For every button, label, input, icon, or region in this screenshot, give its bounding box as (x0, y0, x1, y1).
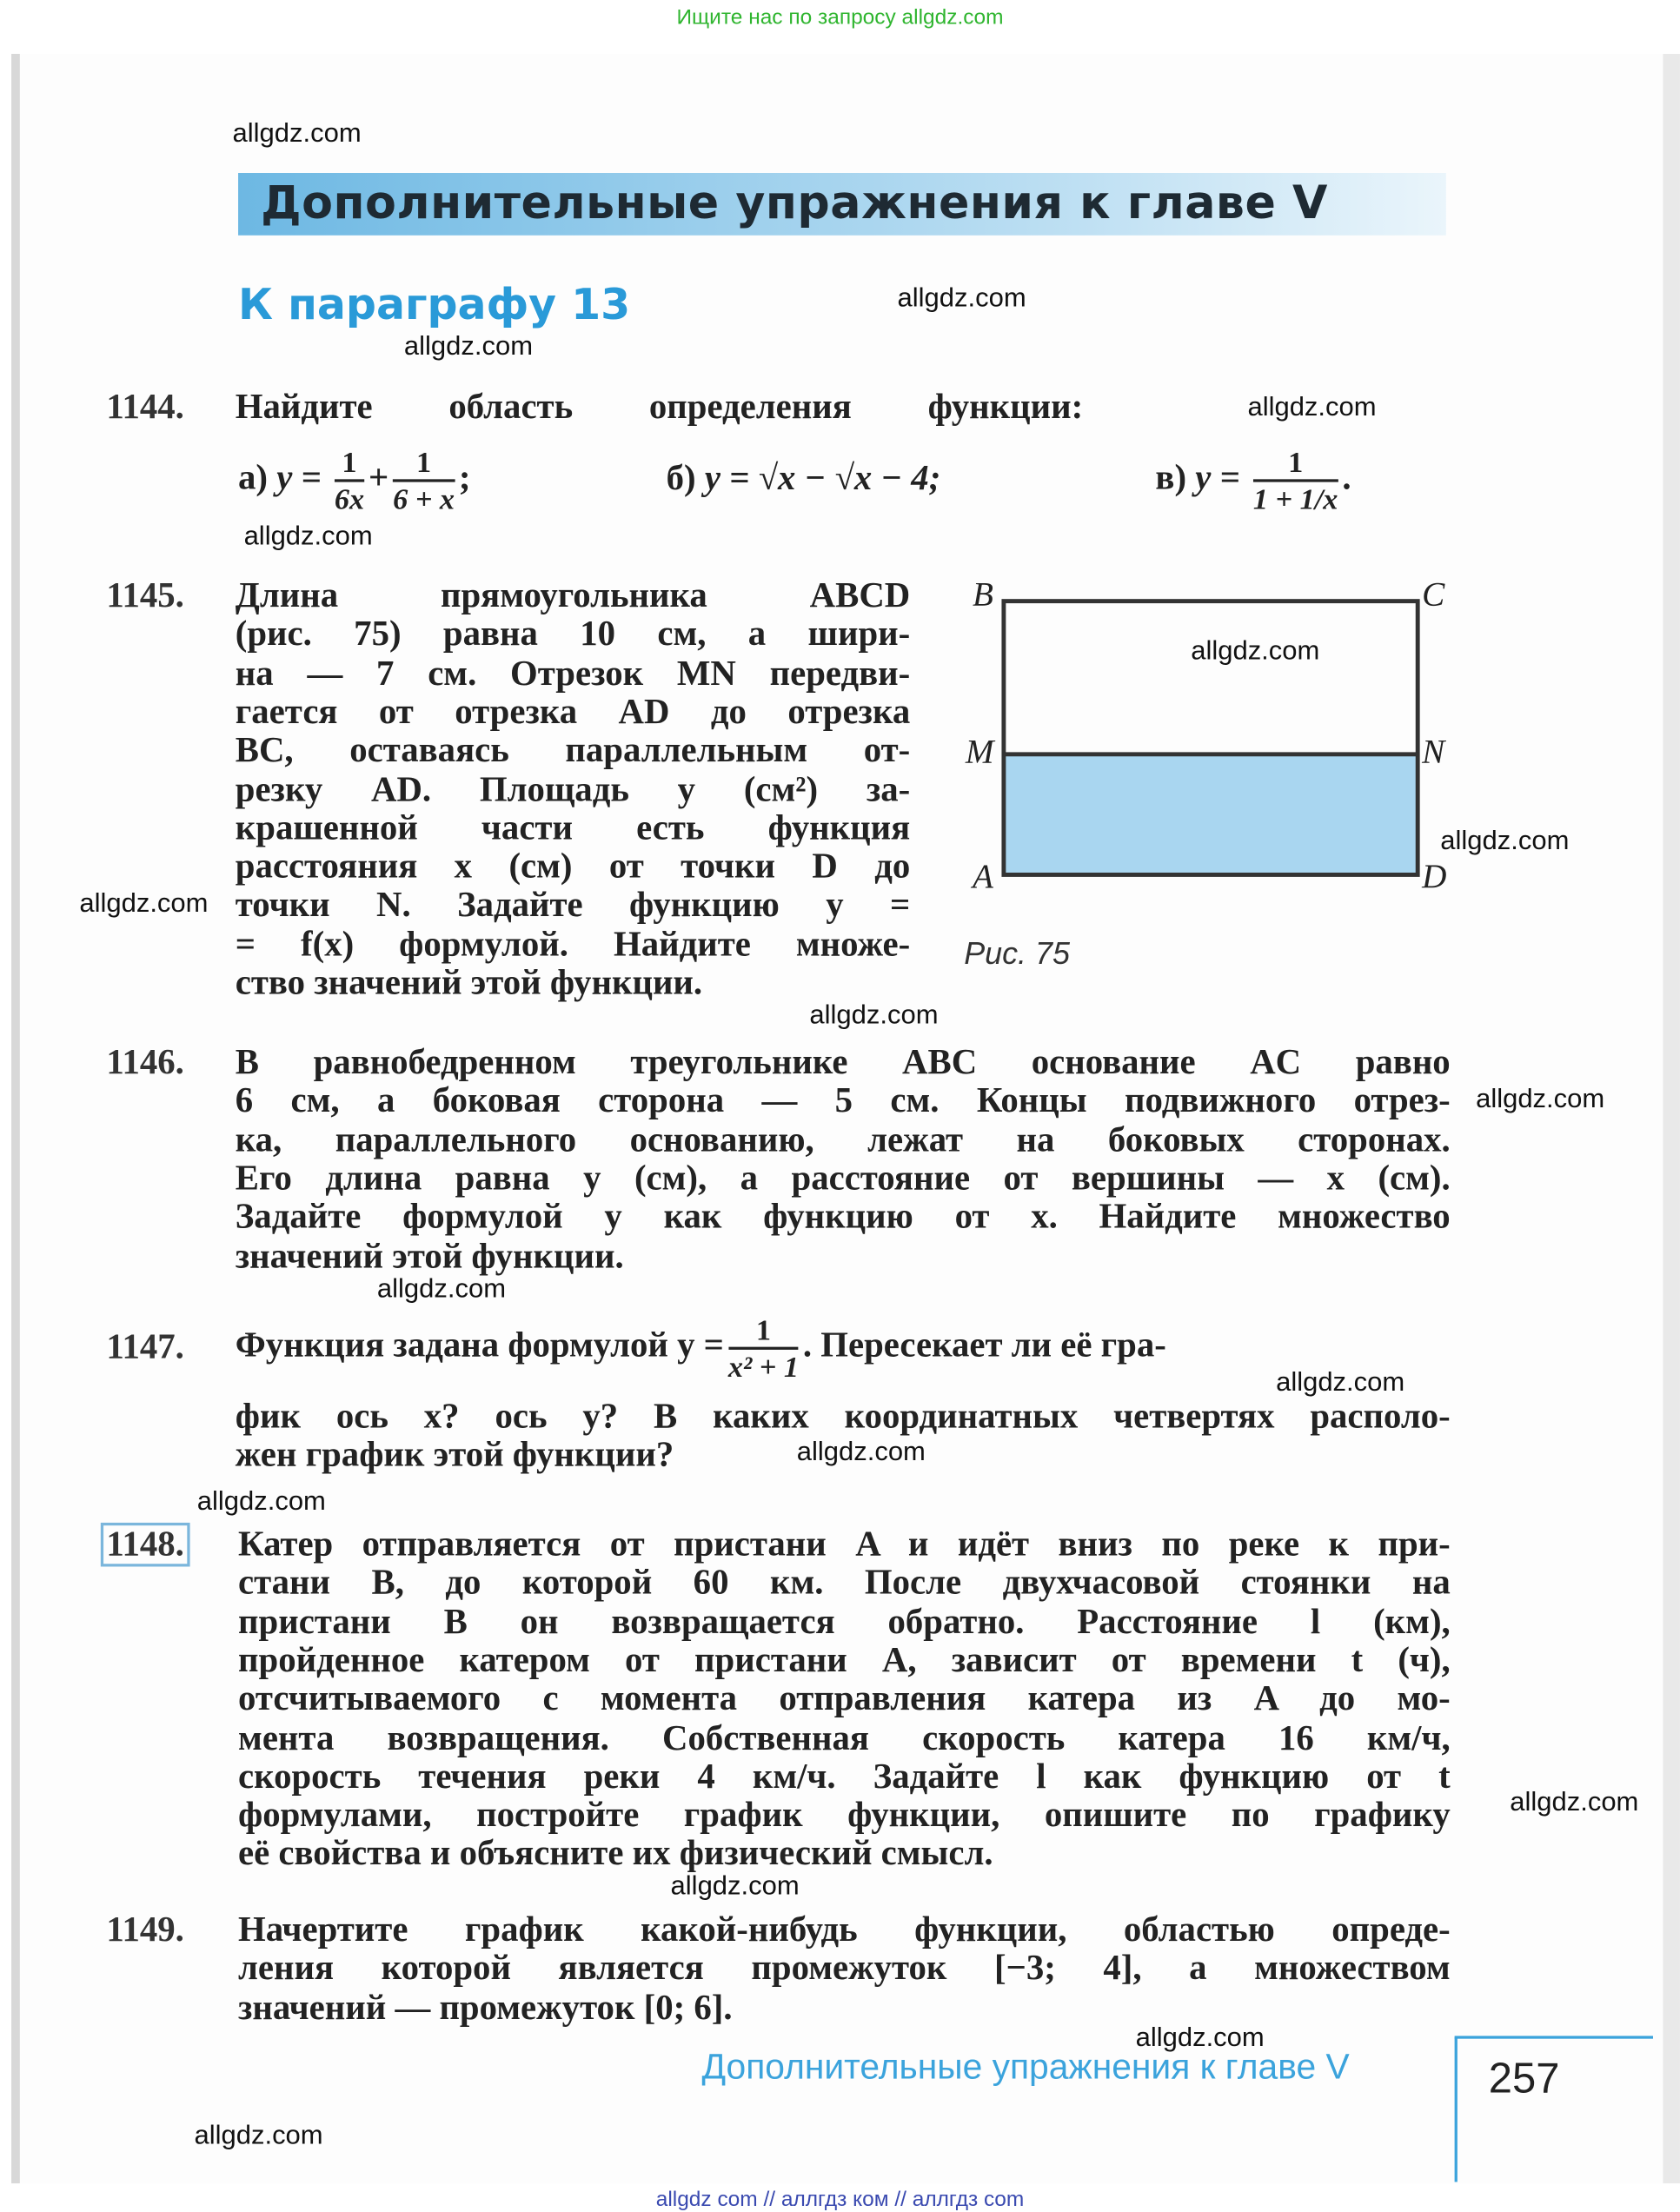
problem-text-line: гается от отрезка AD до отрезка (235, 693, 911, 732)
problem-number-1149: 1149. (106, 1910, 184, 1950)
problem-text-line: фик ось x? ось y? В каких координатных четвертях располо- (235, 1398, 1451, 1437)
problem-number-1148 (106, 1525, 189, 1565)
problem-text-line: расстояния x (см) от точки D до (235, 847, 911, 887)
problem-text-line: Задайте формулой y как функцию от x. Найдите множество (235, 1198, 1451, 1237)
problem-text-line: жен график этой функции? (235, 1436, 674, 1475)
watermark: allgdz.com (1191, 636, 1320, 667)
problem-text-line: = f(x) формулой. Найдите множе- (235, 926, 911, 965)
label-c: в) (1155, 459, 1187, 498)
problem-1147-line1 (236, 1312, 1451, 1384)
problem-number-1146: 1146. (106, 1043, 184, 1082)
watermark: allgdz.com (232, 119, 362, 149)
watermark: allgdz.com (1135, 2023, 1265, 2053)
formula-1144-b (667, 460, 941, 500)
problem-text-line: ство значений этой функции. (235, 964, 703, 1003)
problem-text-line: (рис. 75) равна 10 см, а шири- (235, 614, 911, 654)
problem-number-1144: 1144. (106, 388, 184, 427)
watermark: allgdz.com (796, 1438, 926, 1468)
problem-number-1145: 1145. (106, 576, 184, 615)
problem-text-line: пристани B он возвращается обратно. Расстояние l (км), (238, 1603, 1451, 1642)
label-m: M (965, 734, 994, 772)
fraction: $\frac{1}{6 + x}$ (393, 445, 455, 516)
watermark: allgdz.com (196, 1487, 326, 1518)
number-box: 1148. (101, 1523, 190, 1567)
problem-text-line: Длина прямоугольника ABCD (235, 576, 911, 615)
fraction: $\frac{1}{6x}$ (334, 445, 365, 516)
text: . Пересекает ли её гра- (802, 1326, 1166, 1365)
watermark: allgdz.com (1476, 1084, 1605, 1115)
problem-text-line: ления которой является промежуток [−3; 4], а множеством (238, 1949, 1451, 1988)
problem-text-line: скорость течения реки 4 км/ч. Задайте l как функцию от t (238, 1757, 1451, 1797)
label-b: б) (666, 459, 696, 498)
chapter-title-band (238, 173, 1446, 236)
problem-text-line: отсчитываемого с момента отправления катера из A до мо- (238, 1679, 1451, 1719)
label-c: C (1422, 576, 1445, 614)
problem-text-line: крашенной части есть функция (235, 809, 911, 848)
label-d: D (1422, 859, 1447, 896)
watermark: allgdz.com (809, 1000, 939, 1031)
formula-1144-c (1155, 445, 1351, 516)
problem-text-line: Катер отправляется от пристани A и идёт вниз по реке к при- (238, 1525, 1451, 1564)
page-box-divider (1455, 2037, 1458, 2182)
problem-text-line: значений этой функции. (235, 1238, 624, 1277)
problem-text-line: резку AD. Площадь y (см²) за- (235, 771, 911, 810)
problem-text-line: пройденное катером от пристани A, зависит от времени t (ч), (238, 1641, 1451, 1680)
label-b: B (973, 576, 993, 614)
section-title: К параграфу 13 (238, 280, 631, 331)
problem-text-line: на — 7 см. Отрезок MN передви- (235, 654, 911, 694)
watermark: allgdz.com (376, 1274, 507, 1305)
plus: + (368, 459, 389, 498)
problem-text-line: В равнобедренном треугольнике ABC основание AC равно (235, 1043, 1451, 1082)
problem-text-line: её свойства и объясните их физический смысл. (238, 1834, 993, 1873)
footer-chapter-title: Дополнительные упражнения к главе V (701, 2047, 1350, 2088)
label-a: а) (238, 459, 269, 498)
watermark: allgdz.com (1440, 826, 1570, 857)
formula-y: y = (1195, 459, 1240, 498)
page-number: 257 (1488, 2056, 1560, 2103)
formula-y: y = (276, 459, 322, 498)
watermark: allgdz.com (194, 2121, 323, 2151)
problem-text-line: BC, оставаясь параллельным от- (235, 731, 911, 770)
formula-b: y = √x − √x − 4; (704, 459, 941, 498)
page-edge (1663, 54, 1680, 2183)
problem-text-line: мента возвращения. Собственная скорость катера 16 км/ч, (238, 1719, 1451, 1758)
watermark: allgdz.com (670, 1871, 800, 1902)
shaded-area (1004, 754, 1418, 875)
fraction: $\frac{1}{1 + 1/x}$ (1252, 445, 1338, 516)
text: Функция задана формулой y = (235, 1326, 724, 1365)
problem-text-line: формулами, постройте график функции, опишите по графику (238, 1796, 1451, 1835)
period: . (1342, 459, 1351, 498)
watermark: allgdz.com (897, 283, 1026, 314)
problem-text-line: значений — промежуток [0; 6]. (238, 1989, 733, 2028)
watermark: allgdz.com (1510, 1787, 1639, 1818)
problem-text-line: Его длина равна y (см), а расстояние от вершины — x (см). (235, 1159, 1451, 1199)
problem-text-line: точки N. Задайте функцию y = (235, 886, 911, 925)
watermark: allgdz.com (243, 521, 373, 552)
problem-text-line: стани B, до которой 60 км. После двухчасовой стоянки на (238, 1564, 1451, 1603)
watermark: allgdz.com (1276, 1368, 1405, 1398)
watermark: allgdz.com (79, 888, 209, 920)
bottom-note[interactable]: allgdz com // аллгдз ком // аллгдз com (655, 2187, 1025, 2212)
label-a: A (973, 859, 993, 896)
watermark: allgdz.com (403, 331, 534, 362)
figure-75-rectangle (993, 588, 1432, 889)
page-box-divider (1455, 2036, 1653, 2038)
problem-text-line: Начертите график какой-нибудь функции, областью опреде- (238, 1910, 1451, 1950)
fraction: $\frac{1}{\text{x² + 1}}$ (727, 1312, 800, 1385)
problem-text-line: 6 см, а боковая сторона — 5 см. Концы подвижного отрез- (235, 1081, 1451, 1120)
top-search-note[interactable]: Ищите нас по запросу allgdz.com (676, 5, 1004, 30)
watermark: allgdz.com (1247, 392, 1377, 423)
semicolon: ; (458, 459, 471, 498)
formula-1144-a (238, 445, 470, 516)
figure-caption: Рис. 75 (964, 935, 1070, 972)
problem-text-line: ка, параллельного основанию, лежат на боковых сторонах. (235, 1121, 1451, 1160)
chapter-title: Дополнительные упражнения к главе V (261, 176, 1328, 230)
problem-1144-text: Найдите область определения функции: (235, 388, 1084, 427)
label-n: N (1422, 734, 1445, 772)
problem-number-1147: 1147. (106, 1328, 184, 1367)
